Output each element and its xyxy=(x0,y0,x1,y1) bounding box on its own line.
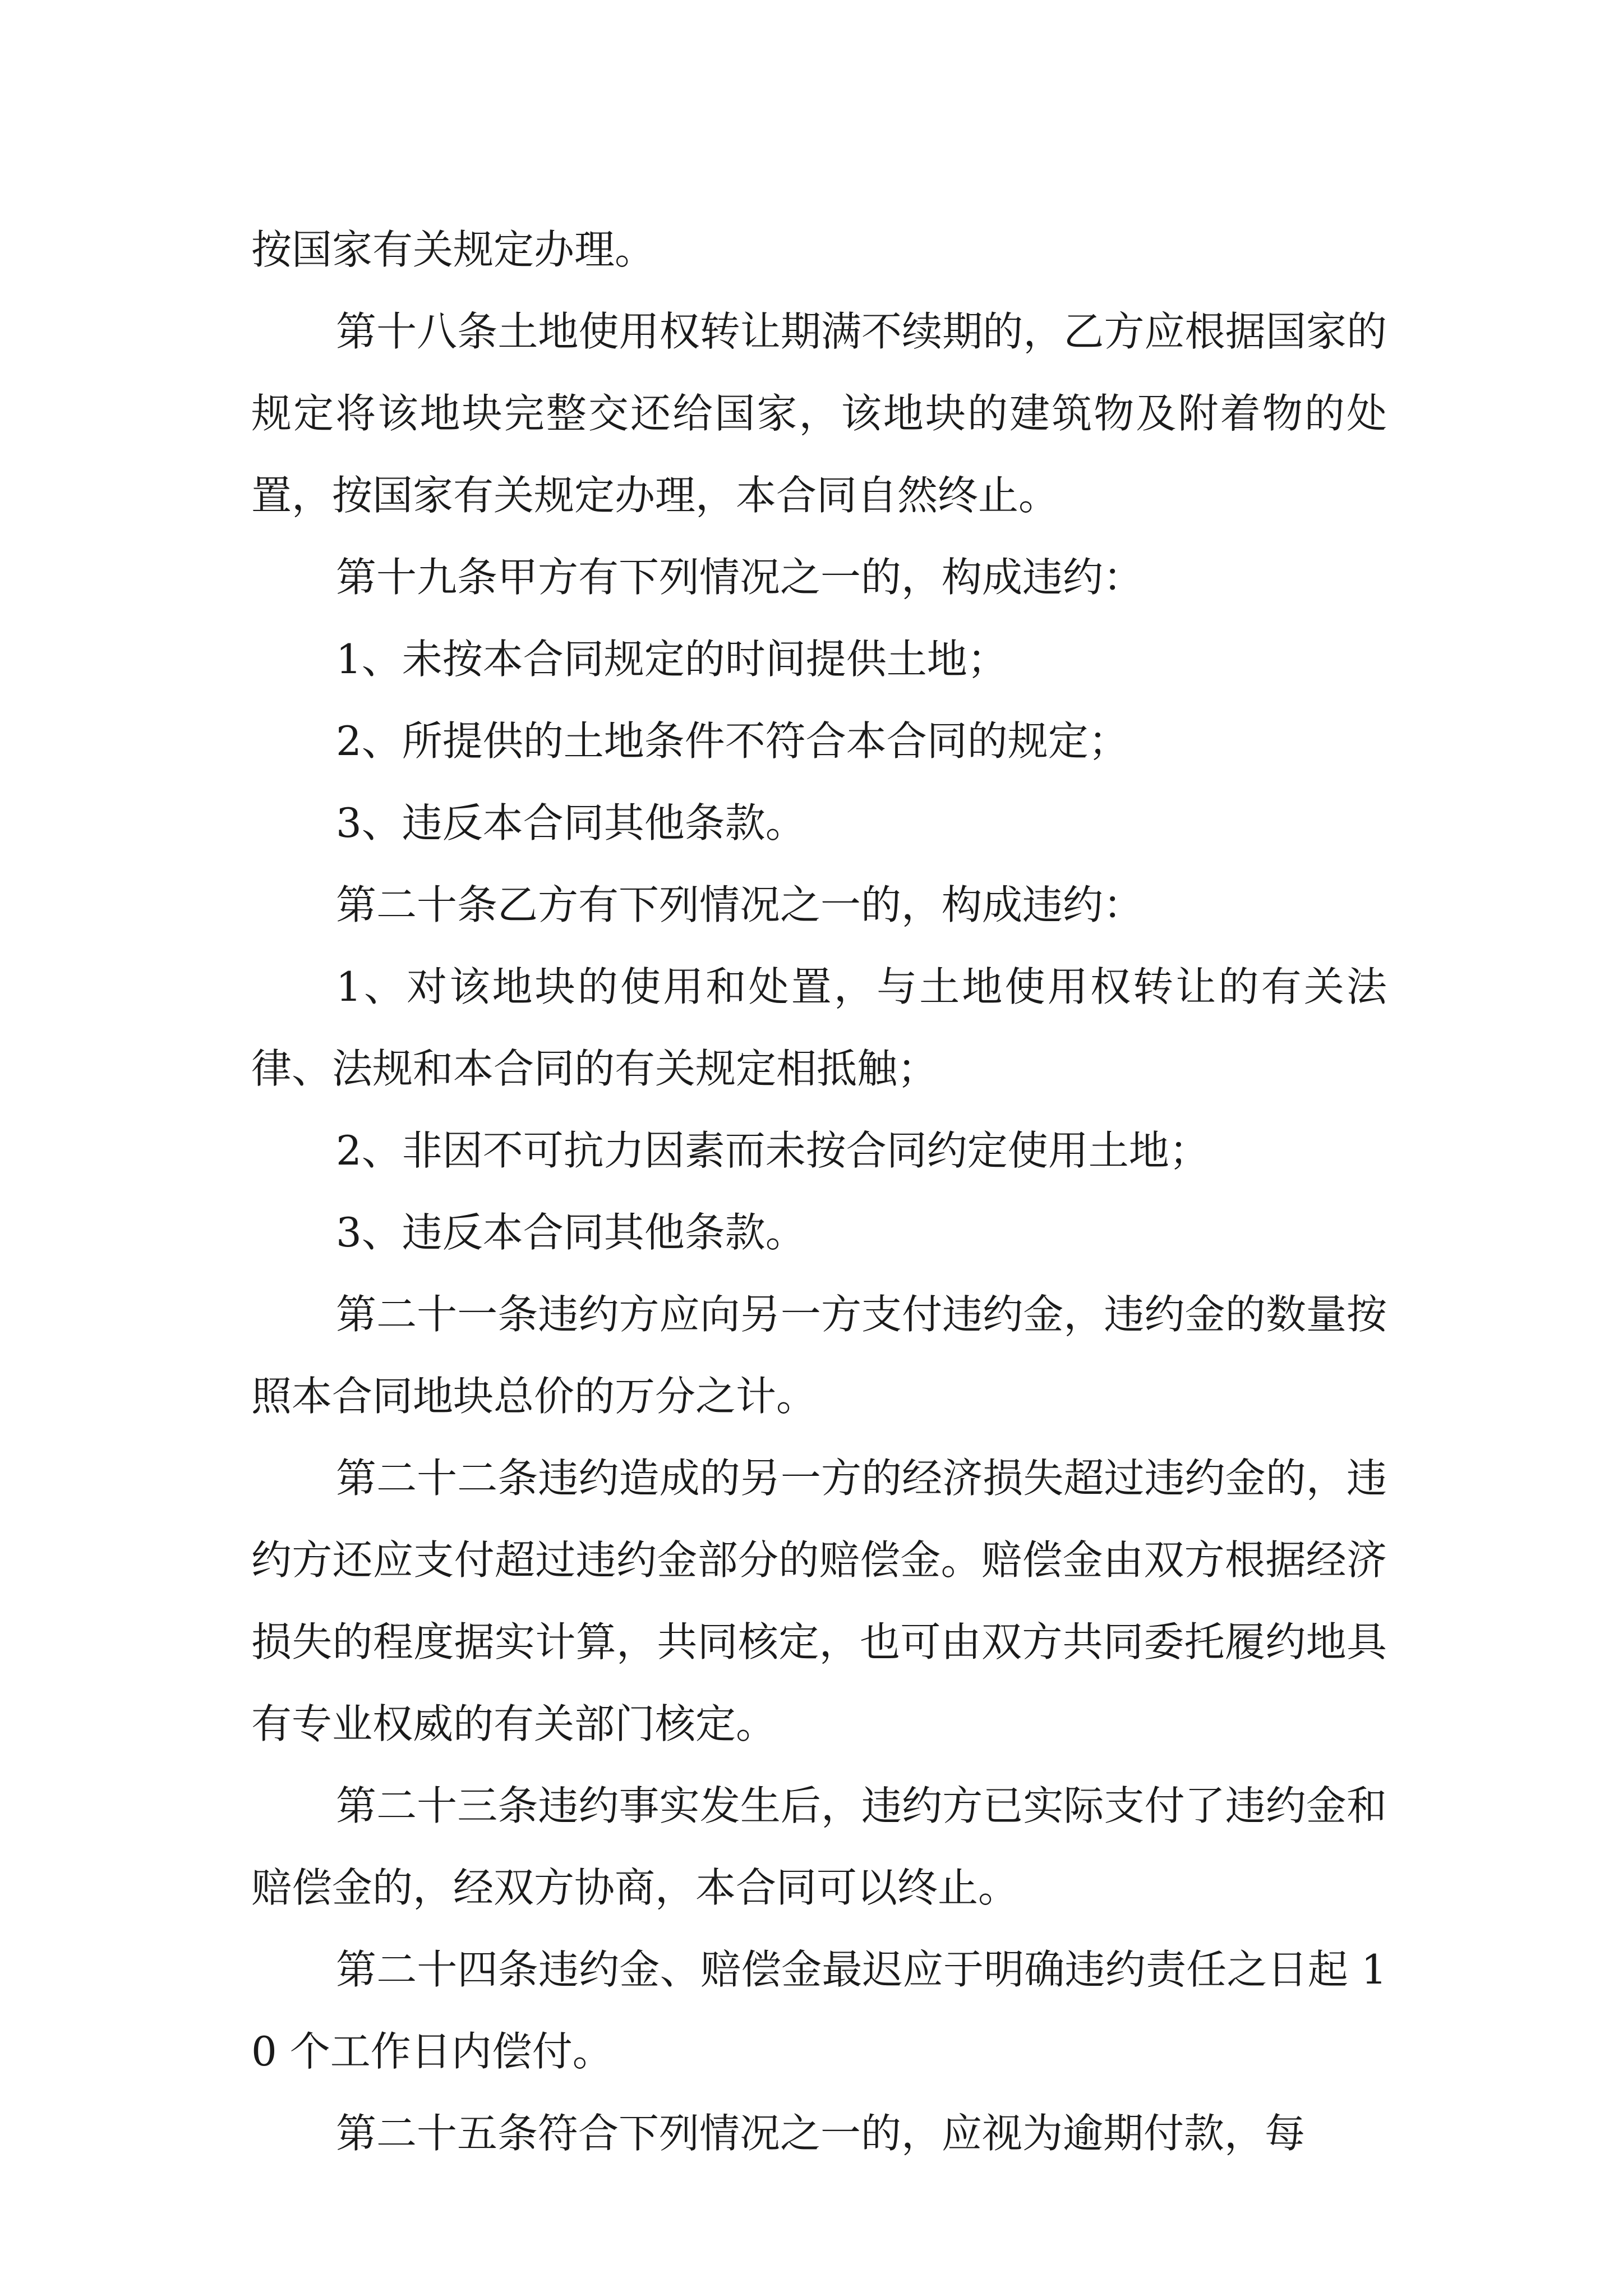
paragraph-article-18: 第十八条土地使用权转让期满不续期的，乙方应根据国家的规定将该地块完整交还给国家，该地块的建筑物及附着物的处置，按国家有关规定办理，本合同自然终止。 xyxy=(251,308,1387,519)
list-item-article-20-2: 2、非因不可抗力因素而未按合同约定使用土地； xyxy=(336,1127,1210,1174)
list-item-article-19-2: 2、所提供的土地条件不符合本合同的规定； xyxy=(336,717,1129,765)
paragraph-article-22: 第二十二条违约造成的另一方的经济损失超过违约金的，违约方还应支付超过违约金部分的赔偿金。赔偿金由双方根据经济损失的程度据实计算，共同核定，也可由双方共同委托履约地具有专业权威的有关部门核定。 xyxy=(251,1455,1387,1747)
paragraph-article-19: 第十九条甲方有下列情况之一的，构成违约： xyxy=(336,554,1144,601)
paragraph-continuation: 按国家有关规定办理。 xyxy=(251,226,656,273)
paragraph-article-23: 第二十三条违约事实发生后，违约方已实际支付了违约金和赔偿金的，经双方协商，本合同可以终止。 xyxy=(251,1782,1387,1911)
paragraph-article-20: 第二十条乙方有下列情况之一的，构成违约： xyxy=(336,881,1144,928)
list-item-article-19-3: 3、违反本合同其他条款。 xyxy=(336,799,806,846)
list-item-article-20-3: 3、违反本合同其他条款。 xyxy=(336,1209,806,1256)
paragraph-article-21: 第二十一条违约方应向另一方支付违约金，违约金的数量按照本合同地块总价的万分之计。 xyxy=(251,1291,1387,1420)
list-item-article-19-1: 1、未按本合同规定的时间提供土地； xyxy=(336,636,1008,683)
paragraph-article-25: 第二十五条符合下列情况之一的，应视为逾期付款，每 xyxy=(336,2110,1306,2157)
document-body xyxy=(251,209,1387,2174)
list-item-article-20-1: 1、对该地块的使用和处置，与土地使用权转让的有关法律、法规和本合同的有关规定相抵触； xyxy=(251,963,1387,1092)
paragraph-article-24: 第二十四条违约金、赔偿金最迟应于明确违约责任之日起 10 个工作日内偿付。 xyxy=(251,1946,1387,2075)
